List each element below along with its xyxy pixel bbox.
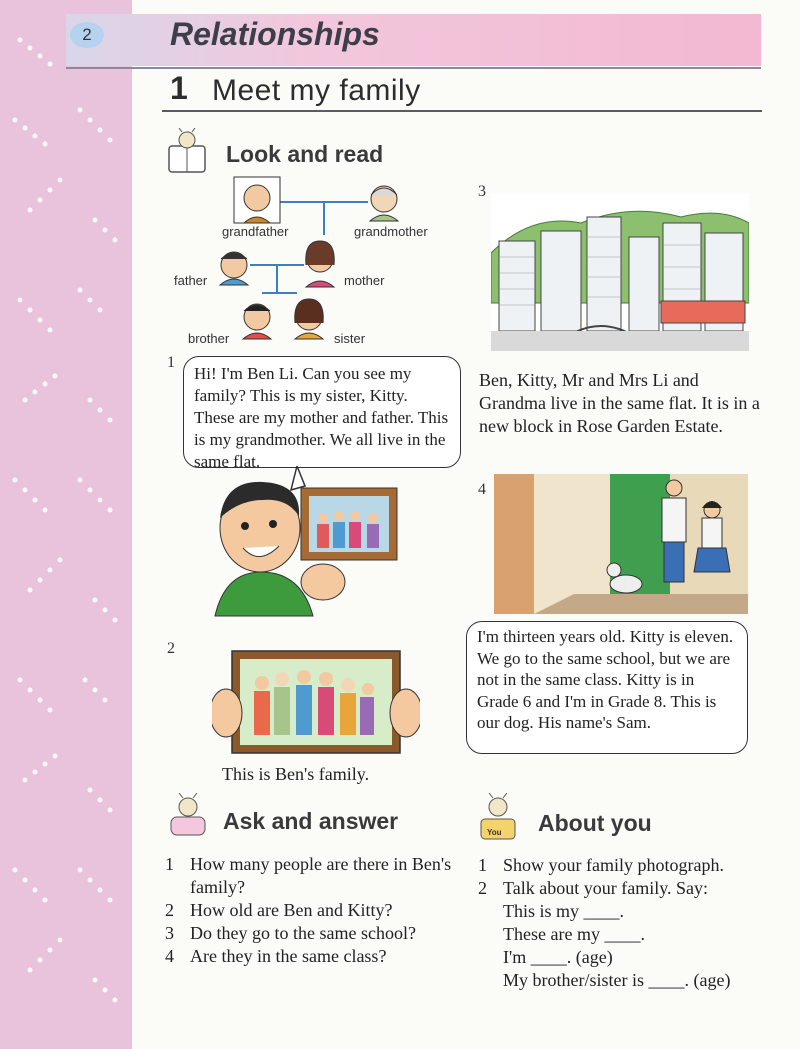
question-item: 3 Do they go to the same school?	[165, 923, 416, 943]
header-rule	[66, 67, 761, 69]
prompt-line: This is my ____.	[503, 901, 625, 921]
family-photo-illustration	[212, 645, 420, 763]
panel-1-number: 1	[167, 354, 175, 371]
panel-4-number: 4	[478, 481, 486, 498]
panel-3-number: 3	[478, 183, 486, 200]
dotted-pattern	[0, 0, 132, 1049]
panel-1-text: Hi! I'm Ben Li. Can you see my family? This is my sister, Kitty. These are my mother and father. This is my grandmother. We all live in the same flat.	[194, 364, 449, 471]
label-grandmother: grandmother	[354, 224, 428, 239]
decorative-sidebar	[0, 0, 132, 1049]
ask-answer-mascot-icon	[165, 793, 211, 839]
ask-and-answer-heading: Ask and answer	[223, 808, 399, 834]
ben-holding-photo-illustration	[205, 466, 405, 618]
you-badge: You	[487, 828, 502, 837]
prompt-line: I'm ____. (age)	[503, 947, 613, 967]
about-you-prompts	[478, 900, 778, 992]
panel-3-text: Ben, Kitty, Mr and Mrs Li and Grandma live in the same flat. It is in a new block in Rose Garden Estate.	[479, 370, 760, 436]
question-item: 1 How many people are there in Ben's family?	[165, 854, 452, 897]
panel-2-caption: This is Ben's family.	[222, 764, 370, 784]
panel-4-speech-bubble	[466, 621, 748, 754]
panel-1-speech-bubble	[183, 356, 461, 471]
about-you-item: 1 Show your family photograph.	[478, 855, 724, 875]
page-number: 2	[70, 22, 104, 48]
housing-estate-illustration	[491, 193, 749, 351]
prompt-line: My brother/sister is ____. (age)	[503, 970, 731, 990]
panel-2-number: 2	[167, 640, 175, 657]
ben-kitty-dog-illustration	[494, 474, 748, 614]
lesson-number: 1	[170, 70, 188, 106]
look-and-read-heading: Look and read	[226, 141, 384, 167]
about-you-item: 2 Talk about your family. Say:	[478, 878, 709, 898]
about-you-heading: About you	[538, 810, 652, 836]
label-grandfather: grandfather	[222, 224, 289, 239]
label-father: father	[174, 273, 208, 288]
about-you-list	[478, 854, 778, 992]
question-item: 4 Are they in the same class?	[165, 946, 387, 966]
unit-title: Relationships	[170, 16, 380, 52]
panel-4-text: I'm thirteen years old. Kitty is eleven. We go to the same school, but we are not in the same class. Kitty is in Grade 6 and I'm in Grade 8. This is our dog. His name's Sam.	[477, 627, 734, 732]
reading-mascot-icon	[163, 128, 211, 176]
family-tree-diagram	[172, 175, 462, 350]
label-brother: brother	[188, 331, 230, 346]
lesson-title: Meet my family	[212, 74, 421, 107]
prompt-line: These are my ____.	[503, 924, 645, 944]
label-mother: mother	[344, 273, 385, 288]
lesson-rule	[162, 110, 762, 112]
label-sister: sister	[334, 331, 366, 346]
ask-and-answer-list	[165, 853, 455, 968]
question-item: 2 How old are Ben and Kitty?	[165, 900, 393, 920]
